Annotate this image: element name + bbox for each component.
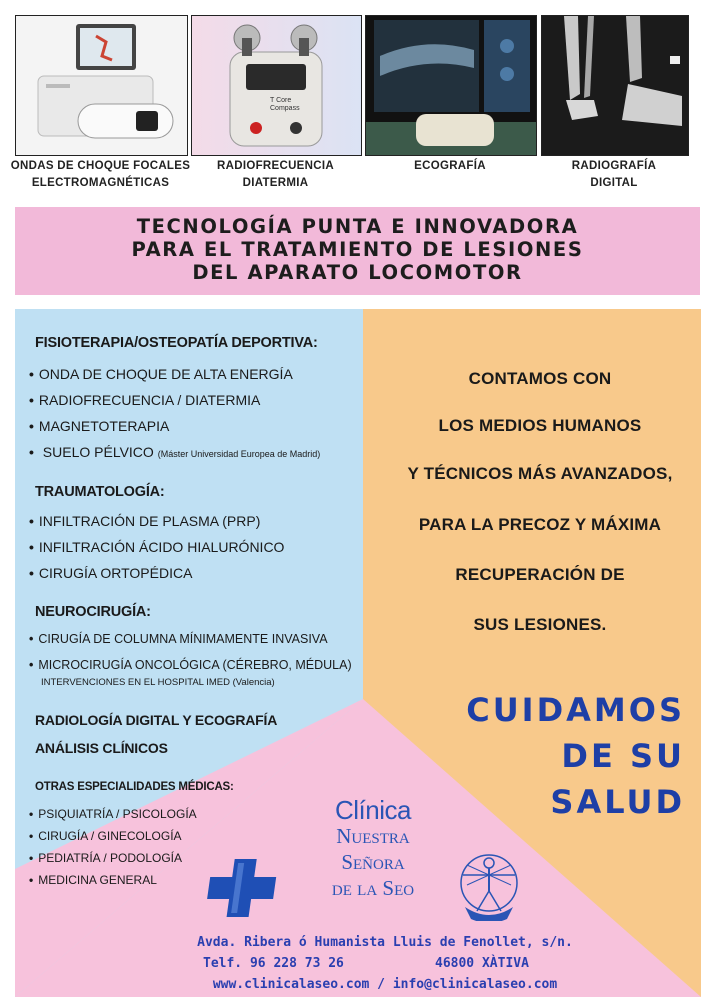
phone: Telf. 96 228 73 26 bbox=[203, 956, 344, 971]
banner-line: TECNOLOGÍA PUNTA E INNOVADORA bbox=[136, 215, 579, 238]
neuro-title: NEUROCIRUGÍA: bbox=[35, 604, 151, 620]
caption-line: RADIOGRAFÍA bbox=[571, 160, 657, 172]
caption-line: DIGITAL bbox=[590, 177, 638, 189]
caption-ultrasound bbox=[365, 158, 535, 175]
statement-line: CONTAMOS CON bbox=[468, 369, 612, 388]
physio-item: • RADIOFRECUENCIA / DIATERMIA bbox=[29, 392, 260, 408]
slogan-line: SALUD bbox=[550, 783, 685, 821]
logo-line: Nuestra bbox=[336, 824, 410, 848]
statement-line: SUS LESIONES. bbox=[473, 615, 607, 634]
caption-line: ONDAS DE CHOQUE FOCALES bbox=[10, 160, 191, 172]
radiofrequency-device-icon bbox=[192, 16, 361, 155]
address: Avda. Ribera ó Humanista Lluis de Fenollet, s/n. bbox=[197, 935, 573, 950]
physio-item-pelvic bbox=[29, 444, 320, 460]
neuro-item: • CIRUGÍA DE COLUMNA MÍNIMAMENTE INVASIVA bbox=[29, 632, 328, 646]
caption-radiofrequency bbox=[191, 158, 360, 192]
headline-banner bbox=[15, 207, 700, 295]
trauma-item: • INFILTRACIÓN ÁCIDO HIALURÓNICO bbox=[29, 539, 284, 555]
physio-item: • ONDA DE CHOQUE DE ALTA ENERGÍA bbox=[29, 366, 293, 382]
photo-ultrasound bbox=[365, 15, 537, 156]
trauma-item: • CIRUGÍA ORTOPÉDICA bbox=[29, 565, 192, 581]
caption-line: ECOGRAFÍA bbox=[414, 160, 486, 172]
logo-line: de la Seo bbox=[331, 876, 415, 900]
main-panel bbox=[15, 309, 701, 997]
physio-title: FISIOTERAPIA/OSTEOPATÍA DEPORTIVA: bbox=[35, 335, 318, 351]
other-item: • CIRUGÍA / GINECOLOGÍA bbox=[29, 829, 182, 843]
pelvic-note: (Máster Universidad Europea de Madrid) bbox=[157, 449, 321, 459]
lab-analysis-line: ANÁLISIS CLÍNICOS bbox=[35, 740, 168, 756]
caption-line: ELECTROMAGNÉTICAS bbox=[31, 177, 170, 189]
trauma-title: TRAUMATOLOGÍA: bbox=[35, 484, 165, 500]
device-brand-line2: Compass bbox=[270, 105, 300, 112]
caption-line: RADIOFRECUENCIA bbox=[217, 160, 334, 172]
caption-line: DIATERMIA bbox=[242, 177, 309, 189]
photo-radiofrequency bbox=[191, 15, 362, 156]
other-item: • MEDICINA GENERAL bbox=[29, 873, 157, 887]
medical-cross-icon bbox=[205, 857, 285, 919]
city: 46800 XÀTIVA bbox=[435, 956, 529, 971]
statement-line: LOS MEDIOS HUMANOS bbox=[438, 416, 642, 435]
radiology-line: RADIOLOGÍA DIGITAL Y ECOGRAFÍA bbox=[35, 712, 278, 728]
slogan-line: DE SU bbox=[561, 737, 685, 775]
photo-shockwave bbox=[15, 15, 188, 156]
statement-line: PARA LA PRECOZ Y MÁXIMA bbox=[418, 515, 662, 534]
shockwave-device-icon bbox=[16, 16, 187, 155]
ultrasound-device-icon bbox=[366, 16, 536, 155]
logo-line: Clínica bbox=[335, 795, 411, 825]
trauma-item: • INFILTRACIÓN DE PLASMA (PRP) bbox=[29, 513, 260, 529]
physio-item-label: SUELO PÉLVICO bbox=[42, 444, 154, 460]
xray-image-icon bbox=[542, 16, 688, 155]
other-item: • PEDIATRÍA / PODOLOGÍA bbox=[29, 851, 182, 865]
neuro-note: INTERVENCIONES EN EL HOSPITAL IMED (Valencia) bbox=[41, 677, 275, 688]
photo-xray bbox=[541, 15, 689, 156]
neuro-item: • MICROCIRUGÍA ONCOLÓGICA (CÉREBRO, MÉDULA) bbox=[29, 658, 352, 672]
caption-xray bbox=[541, 158, 687, 192]
other-item: • PSIQUIATRÍA / PSICOLOGÍA bbox=[29, 807, 197, 821]
physio-item: • MAGNETOTERAPIA bbox=[29, 418, 169, 434]
statement-line: RECUPERACIÓN DE bbox=[455, 565, 625, 584]
web-email: www.clinicalaseo.com / info@clinicalaseo.com bbox=[212, 977, 558, 992]
clinic-logo-text bbox=[313, 797, 433, 901]
banner-line: PARA EL TRATAMIENTO DE LESIONES bbox=[131, 238, 584, 261]
logo-line: Señora bbox=[341, 850, 405, 874]
other-title: OTRAS ESPECIALIDADES MÉDICAS: bbox=[35, 781, 234, 793]
vitruvian-man-icon bbox=[455, 849, 523, 921]
banner-line: DEL APARATO LOCOMOTOR bbox=[192, 261, 523, 284]
slogan-line: CUIDAMOS bbox=[466, 691, 685, 729]
device-brand-line1: T Core bbox=[270, 97, 292, 104]
caption-shockwave bbox=[10, 158, 191, 192]
statement-line: Y TÉCNICOS MÁS AVANZADOS, bbox=[407, 464, 673, 483]
